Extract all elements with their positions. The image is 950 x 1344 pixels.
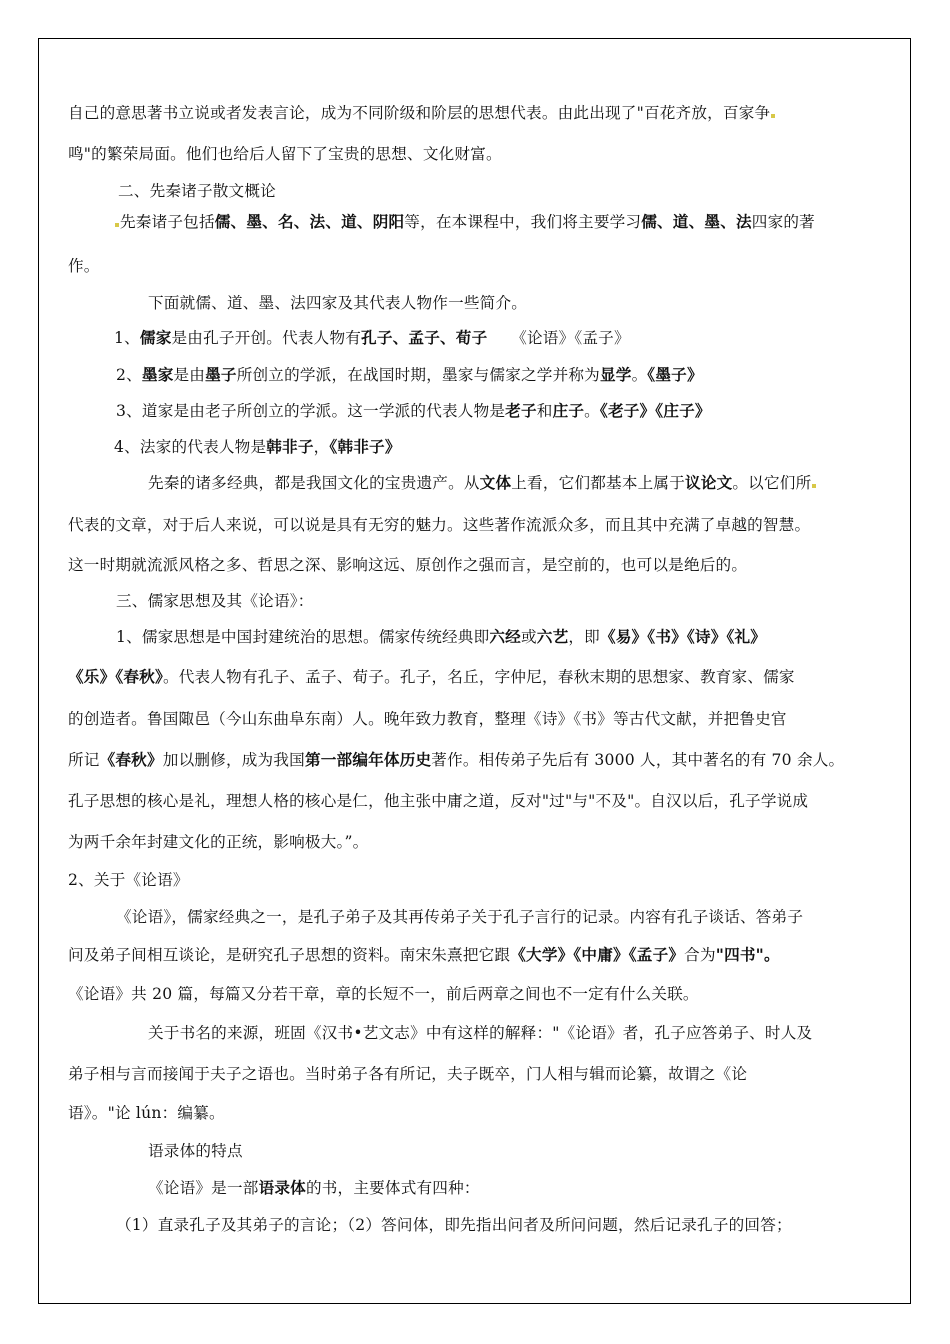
text-line: 《乐》《春秋》。代表人物有孔子、孟子、荀子。孔子，名丘，字仲尼，春秋末期的思想家、教育家、儒家: [68, 667, 795, 686]
text-line: 作。: [68, 257, 100, 275]
text-line: 关于书名的来源，班固《汉书•艺文志》中有这样的解释："《论语》者，孔子应答弟子、时人及: [148, 1024, 813, 1042]
highlight-mark: [812, 484, 816, 488]
text-line: 语》。"论 lún：编纂。: [68, 1104, 225, 1122]
text-line: 的创造者。鲁国陬邑（今山东曲阜东南）人。晚年致力教育，整理《诗》《书》等古代文献，并把鲁史官: [68, 710, 787, 728]
text-line: 1、儒家思想是中国封建统治的思想。儒家传统经典即六经或六艺，即《易》《书》《诗》《礼》: [116, 627, 767, 646]
text-line: 《论语》是一部语录体的书，主要体式有四种：: [148, 1178, 480, 1197]
list-item: 2、墨家是由墨子所创立的学派，在战国时期，墨家与儒家之学并称为显学。《墨子》: [116, 365, 703, 384]
text-line: 《论语》共 20 篇，每篇又分若干章，章的长短不一，前后两章之间也不一定有什么关联。: [68, 985, 699, 1003]
text-line: 自己的意思著书立说或者发表言论，成为不同阶级和阶层的思想代表。由此出现了"百花齐放，百家争: [68, 103, 776, 123]
highlight-mark: [115, 223, 119, 227]
text-line: 先秦的诸多经典，都是我国文化的宝贵遗产。从文体上看，它们都基本上属于议论文。以它们所: [148, 473, 817, 493]
section-heading: 二、先秦诸子散文概论: [118, 182, 276, 200]
highlight-mark: [771, 114, 775, 118]
text-line: 所记《春秋》加以删修，成为我国第一部编年体历史著作。相传弟子先后有 3000 人，其中著名的有 70 余人。: [68, 750, 845, 769]
text-line: 下面就儒、道、墨、法四家及其代表人物作一些简介。: [148, 294, 528, 312]
text-line: 先秦诸子包括儒、墨、名、法、道、阴阳等，在本课程中，我们将主要学习儒、道、墨、法四家的著: [114, 212, 815, 232]
text-line: （1）直录孔子及其弟子的言论；（2）答问体，即先指出问者及所问问题，然后记录孔子的回答；: [116, 1216, 792, 1234]
section-heading: 三、儒家思想及其《论语》：: [116, 592, 314, 610]
list-item: 4、法家的代表人物是韩非子，《韩非子》: [114, 437, 401, 456]
text-line: 问及弟子间相互谈论，是研究孔子思想的资料。南宋朱熹把它跟《大学》《中庸》《孟子》合为"四书"。: [68, 945, 780, 964]
text-line: 这一时期就流派风格之多、哲思之深、影响这远、原创作之强而言，是空前的，也可以是绝后的。: [68, 556, 748, 574]
text-line: 鸣"的繁荣局面。他们也给后人留下了宝贵的思想、文化财富。: [68, 145, 502, 163]
text-line: 代表的文章，对于后人来说，可以说是具有无穷的魅力。这些著作流派众多，而且其中充满了卓越的智慧。: [68, 516, 811, 534]
text-line: 《论语》，儒家经典之一，是孔子弟子及其再传弟子关于孔子言行的记录。内容有孔子谈话、答弟子: [116, 908, 804, 926]
text-line: 为两千余年封建文化的正统，影响极大。”。: [68, 833, 369, 851]
text-line: 孔子思想的核心是礼，理想人格的核心是仁，他主张中庸之道，反对"过"与"不及"。自汉以后，孔子学说成: [68, 792, 809, 810]
list-item: 3、道家是由老子所创立的学派。这一学派的代表人物是老子和庄子。《老子》《庄子》: [116, 401, 711, 420]
list-item: 1、儒家是由孔子开创。代表人物有孔子、孟子、荀子 《论语》《孟子》: [114, 328, 630, 347]
section-heading: 语录体的特点: [148, 1142, 243, 1160]
section-heading: 2、关于《论语》: [68, 871, 189, 889]
text-line: 弟子相与言而接闻于夫子之语也。当时弟子各有所记，夫子既卒，门人相与辑而论纂，故谓之《论: [68, 1065, 748, 1083]
